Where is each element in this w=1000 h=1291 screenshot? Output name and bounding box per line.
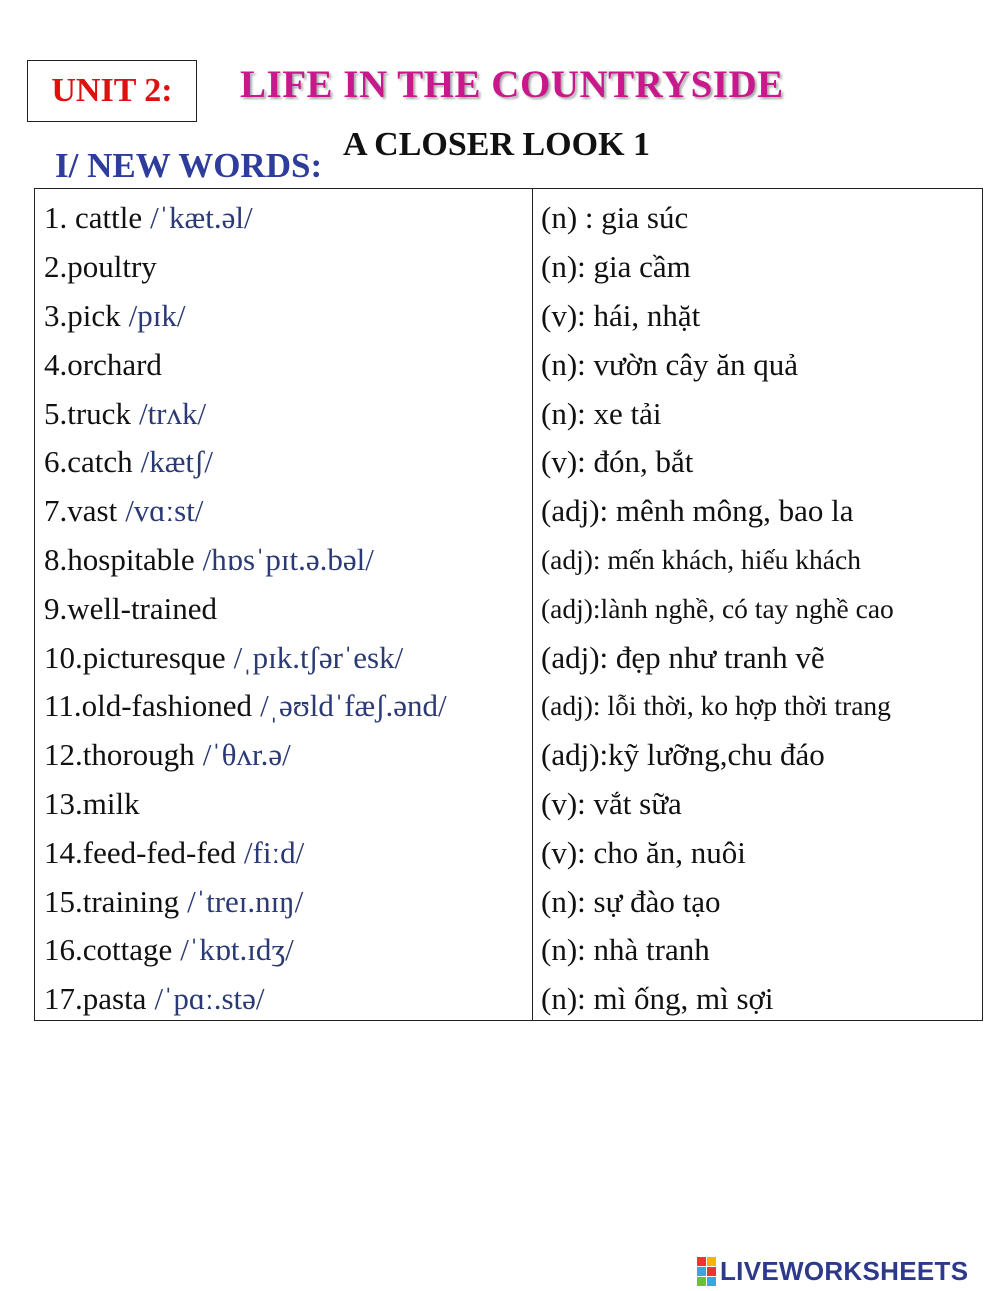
vocab-word: 7.vast	[44, 493, 118, 529]
vocab-word: 15.training	[44, 883, 180, 919]
vocab-ipa: /pɪk/	[128, 297, 186, 333]
vocab-word-row	[35, 682, 532, 731]
unit-label-box	[27, 60, 197, 122]
vocab-ipa: /hɒsˈpɪt.ə.bəl/	[202, 541, 374, 577]
lesson-title: LIFE IN THE COUNTRYSIDE	[240, 63, 784, 106]
vocab-meaning: (adj): đẹp như tranh vẽ	[541, 639, 825, 675]
vocab-word-row	[35, 194, 532, 243]
vocab-meaning: (n) : gia súc	[541, 200, 689, 236]
vocab-word-row	[35, 926, 532, 975]
vocab-word: 12.thorough	[44, 737, 195, 773]
meanings-column	[533, 189, 982, 1020]
vocab-ipa: /ˈkɒt.ɪdʒ/	[180, 932, 294, 968]
vocabulary-table	[34, 188, 983, 1021]
vocab-ipa: /fiːd/	[243, 834, 305, 870]
vocab-word: 2.poultry	[44, 249, 157, 285]
vocab-word: 1. cattle	[44, 200, 143, 236]
vocab-word: 16.cottage	[44, 932, 173, 968]
lesson-subtitle: A CLOSER LOOK 1	[343, 126, 651, 163]
section-heading: I/ NEW WORDS:	[55, 146, 323, 185]
vocab-word: 11.old-fashioned	[44, 688, 253, 724]
vocab-word-row	[35, 389, 532, 438]
vocab-ipa: /ˌpɪk.tʃərˈesk/	[233, 639, 404, 675]
vocab-meaning: (adj): lỗi thời, ko hợp thời trang	[541, 690, 891, 722]
vocab-meaning: (n): sự đào tạo	[541, 883, 721, 919]
logo-blocks-icon	[697, 1257, 716, 1286]
vocab-meaning: (v): hái, nhặt	[541, 297, 701, 333]
vocab-word-row	[35, 828, 532, 877]
vocab-word-row	[35, 877, 532, 926]
vocab-word-row	[35, 584, 532, 633]
vocab-meaning: (v): đón, bắt	[541, 444, 694, 480]
vocab-ipa: /ˌəʊldˈfæʃ.ənd/	[260, 688, 447, 724]
vocab-word: 13.milk	[44, 785, 140, 821]
vocab-meaning: (adj):kỹ lưỡng,chu đáo	[541, 737, 825, 773]
vocab-ipa: /ˈpɑː.stə/	[154, 981, 265, 1017]
vocab-word: 14.feed-fed-fed	[44, 834, 236, 870]
vocab-word-row	[35, 731, 532, 780]
vocab-word-row	[35, 487, 532, 536]
vocab-ipa: /vɑːst/	[125, 493, 204, 529]
vocab-word-row	[35, 340, 532, 389]
vocab-meaning: (n): mì ống, mì sợi	[541, 981, 774, 1017]
vocab-ipa: /trʌk/	[138, 395, 207, 431]
vocab-word: 9.well-trained	[44, 590, 218, 626]
vocab-meaning: (n): xe tải	[541, 395, 662, 431]
words-column	[35, 189, 533, 1020]
brand-name: LIVEWORKSHEETS	[720, 1256, 969, 1286]
unit-label: UNIT 2:	[51, 72, 173, 109]
vocab-word-row	[35, 536, 532, 585]
vocab-word: 5.truck	[44, 395, 131, 431]
vocab-meaning: (v): cho ăn, nuôi	[541, 834, 746, 870]
vocab-word: 6.catch	[44, 444, 133, 480]
vocab-word: 4.orchard	[44, 346, 162, 382]
vocab-word-row	[35, 292, 532, 341]
vocab-word-row	[35, 780, 532, 829]
brand-logo	[697, 1256, 968, 1287]
vocab-ipa: /ˈθʌr.ə/	[202, 737, 291, 773]
vocab-ipa: /kætʃ/	[140, 444, 213, 480]
vocab-meaning: (adj):lành nghề, có tay nghề cao	[541, 592, 894, 624]
vocab-word-row	[35, 975, 532, 1024]
vocab-word: 3.pick	[44, 297, 121, 333]
vocab-word-row	[35, 633, 532, 682]
vocab-word: 17.pasta	[44, 981, 147, 1017]
vocab-word-row	[35, 438, 532, 487]
vocab-ipa: /ˈtreɪ.nɪŋ/	[187, 883, 304, 919]
vocab-word-row	[35, 243, 532, 292]
vocab-meaning: (n): nhà tranh	[541, 932, 710, 968]
vocab-word: 10.picturesque	[44, 639, 226, 675]
vocab-meaning: (adj): mênh mông, bao la	[541, 493, 854, 529]
vocab-meaning: (v): vắt sữa	[541, 785, 682, 821]
vocab-meaning: (n): vườn cây ăn quả	[541, 346, 798, 382]
vocab-word: 8.hospitable	[44, 541, 195, 577]
vocab-ipa: /ˈkæt.əl/	[150, 200, 253, 236]
vocab-meaning: (adj): mến khách, hiếu khách	[541, 543, 861, 575]
vocab-meaning: (n): gia cầm	[541, 249, 691, 285]
